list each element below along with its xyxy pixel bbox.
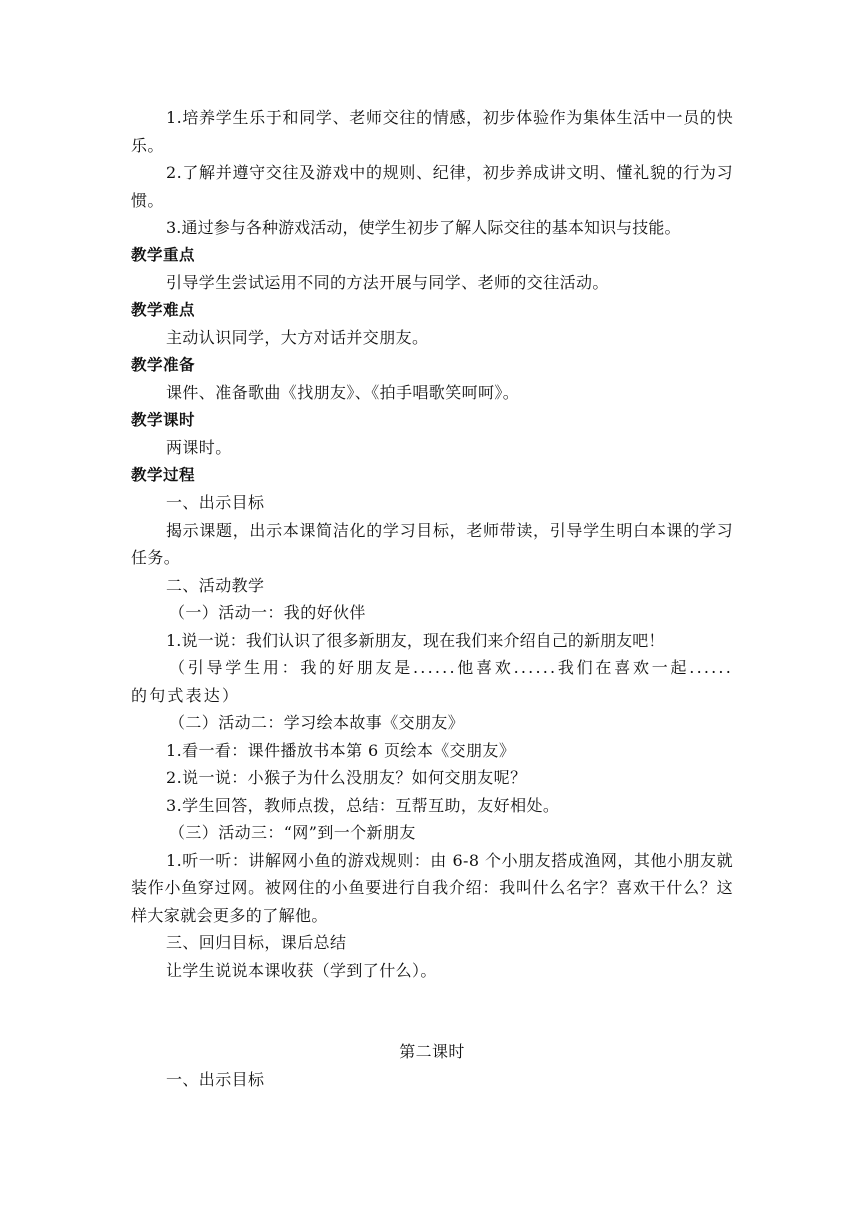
objective-2: 2.了解并遵守交往及游戏中的规则、纪律，初步养成讲文明、懂礼貌的行为习惯。 — [131, 163, 733, 210]
activity3-step1: 1.听一听：讲解网小鱼的游戏规则：由 6-8 个小朋友搭成渔网，其他小朋友就装作小鱼穿过网。被网住的小鱼要进行自我介绍：我叫什么名字？喜欢干什么？这样大家就会更多的了解他。 — [131, 850, 733, 925]
difficulties-heading: 教学难点 — [131, 300, 196, 319]
periods-text: 两课时。 — [166, 438, 232, 457]
document-body — [131, 104, 733, 1093]
activity1-title: （一）活动一：我的好伙伴 — [169, 603, 366, 622]
activity1-step1: 1.说一说：我们认识了很多新朋友，现在我们来介绍自己的新朋友吧！ — [166, 630, 665, 650]
process-heading: 教学过程 — [131, 465, 196, 484]
activity2-step1: 1.看一看：课件播放书本第 6 页绘本《交朋友》 — [166, 740, 516, 760]
objective-1: 1.培养学生乐于和同学、老师交往的情感，初步体验作为集体生活中一员的快乐。 — [131, 108, 733, 155]
activity2-title: （二）活动二：学习绘本故事《交朋友》 — [169, 713, 465, 732]
second-lesson-section1-title: 一、出示目标 — [166, 1069, 265, 1089]
process-section2-title: 二、活动教学 — [166, 575, 265, 595]
activity2-step2: 2.说一说：小猴子为什么没朋友？如何交朋友呢？ — [166, 768, 527, 787]
process-section3-text: 让学生说说本课收获（学到了什么）。 — [166, 960, 437, 980]
process-section1-title: 一、出示目标 — [166, 493, 265, 512]
preparation-text: 课件、准备歌曲《找朋友》、《拍手唱歌笑呵呵》。 — [166, 383, 520, 402]
activity3-title: （三）活动三：“网”到一个新朋友 — [169, 823, 416, 842]
activity1-hint: （引导学生用：我的好朋友是......他喜欢......我们在喜欢一起......的句式表达） — [131, 658, 733, 705]
difficulties-text: 主动认识同学，大方对话并交朋友。 — [166, 328, 429, 347]
preparation-heading: 教学准备 — [131, 355, 196, 374]
key-points-text: 引导学生尝试运用不同的方法开展与同学、老师的交往活动。 — [166, 273, 609, 292]
objective-3: 3.通过参与各种游戏活动，使学生初步了解人际交往的基本知识与技能。 — [166, 218, 681, 237]
key-points-heading: 教学重点 — [131, 245, 196, 264]
activity2-step3: 3.学生回答，教师点拨，总结：互帮互助，友好相处。 — [166, 795, 560, 815]
process-section3-title: 三、回归目标，课后总结 — [166, 933, 347, 952]
section-gap — [131, 984, 733, 1038]
periods-heading: 教学课时 — [131, 410, 196, 429]
process-section1-text: 揭示课题，出示本课简洁化的学习目标，老师带读，引导学生明白本课的学习任务。 — [131, 520, 733, 567]
second-lesson-title: 第二课时 — [399, 1042, 465, 1061]
